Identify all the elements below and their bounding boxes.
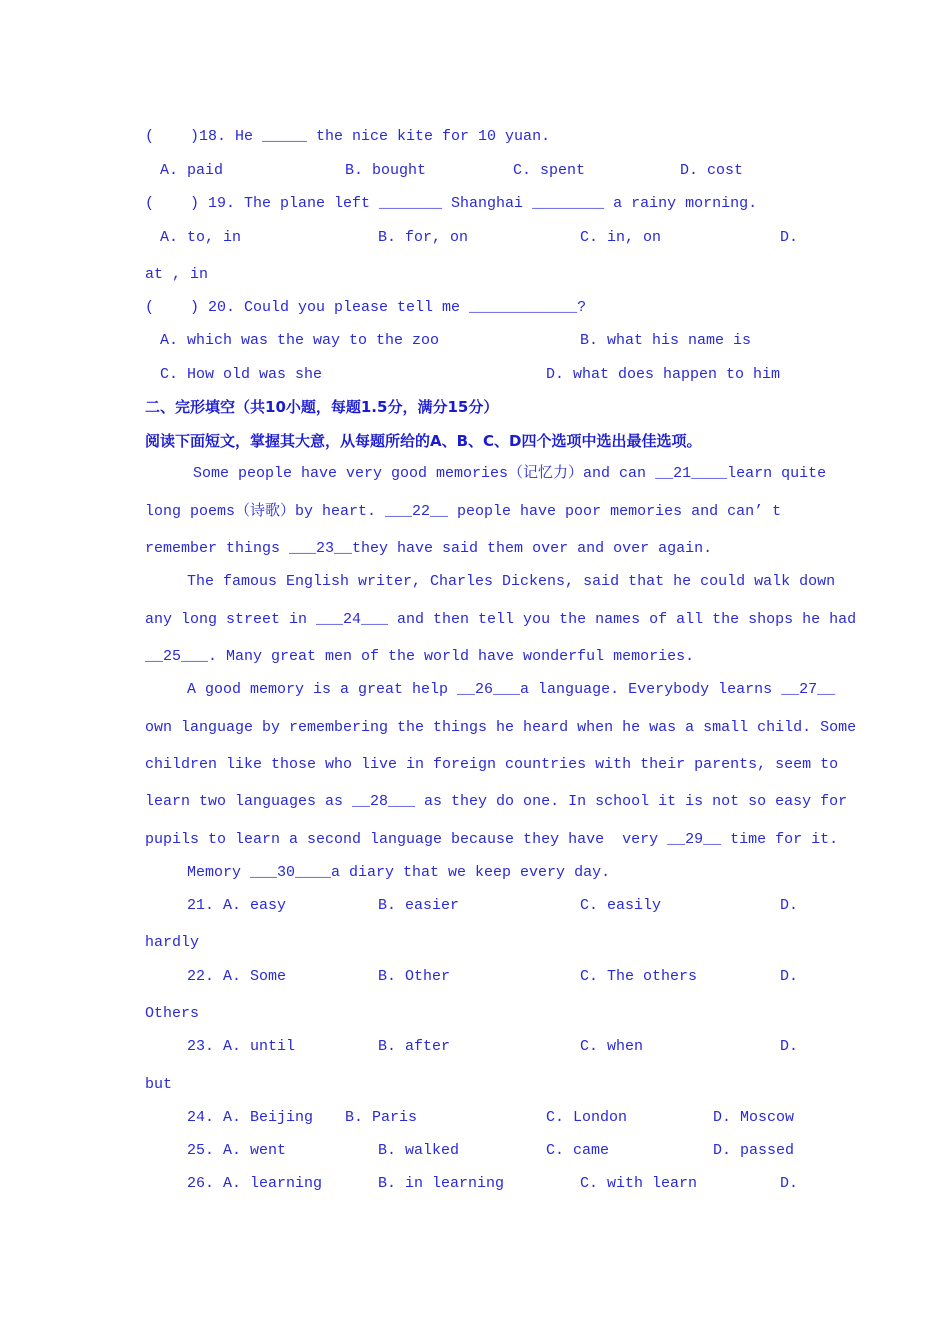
question-18-option-c: C. spent [513, 162, 586, 179]
question-18-option-d: D. cost [680, 162, 744, 179]
passage-line: children like those who live in foreign countries with their parents, seem to [145, 756, 839, 773]
question-23-option-d-text: but [145, 1076, 173, 1093]
question-18-option-a: A. paid [160, 162, 224, 179]
section-instruction: 阅读下面短文，掌握其大意，从每题所给的A、B、C、D四个选项中选出最佳选项。 [145, 432, 702, 450]
question-24-option-a: 24. A. Beijing [187, 1109, 314, 1126]
question-24-option-b: B. Paris [345, 1109, 418, 1126]
passage-line: long poems（诗歌）by heart. ___22__ people have poor memories and can’ t [145, 503, 782, 520]
question-25-option-d: D. passed [713, 1142, 795, 1159]
passage-line: Some people have very good memories（记忆力）and can __21____learn quite [193, 465, 827, 482]
question-26-option-b: B. in learning [378, 1175, 505, 1192]
question-22-option-d-text: Others [145, 1005, 200, 1022]
question-22-option-a: 22. A. Some [187, 968, 287, 985]
question-20-option-a: A. which was the way to the zoo [160, 332, 440, 349]
passage-line: pupils to learn a second language because they have very __29__ time for it. [145, 831, 839, 848]
question-23-option-c: C. when [580, 1038, 644, 1055]
question-19-option-d-text: at , in [145, 266, 209, 283]
passage-line: any long street in ___24___ and then tell you the names of all the shops he had [145, 611, 857, 628]
question-20-option-b: B. what his name is [580, 332, 752, 349]
question-19-option-b: B. for, on [378, 229, 469, 246]
question-21-option-c: C. easily [580, 897, 662, 914]
question-26-option-c: C. with learn [580, 1175, 698, 1192]
question-19-option-c: C. in, on [580, 229, 662, 246]
question-21-option-d: D. [780, 897, 799, 914]
passage-line: A good memory is a great help __26___a language. Everybody learns __27__ [187, 681, 836, 698]
question-19-stem: ( ) 19. The plane left _______ Shanghai ________ a rainy morning. [145, 195, 758, 212]
question-26-option-a: 26. A. learning [187, 1175, 323, 1192]
section-title: 二、完形填空（共10小题，每题1.5分，满分15分） [145, 398, 499, 416]
question-22-option-d: D. [780, 968, 799, 985]
question-25-option-c: C. came [546, 1142, 610, 1159]
question-23-option-d: D. [780, 1038, 799, 1055]
question-18-option-b: B. bought [345, 162, 427, 179]
question-20-option-c: C. How old was she [160, 366, 323, 383]
question-20-stem: ( ) 20. Could you please tell me ____________? [145, 299, 587, 316]
question-19-option-d: D. [780, 229, 799, 246]
question-21-option-b: B. easier [378, 897, 460, 914]
question-21-option-a: 21. A. easy [187, 897, 287, 914]
passage-line: The famous English writer, Charles Dickens, said that he could walk down [187, 573, 836, 590]
question-22-option-b: B. Other [378, 968, 451, 985]
question-19-option-a: A. to, in [160, 229, 242, 246]
passage-line: Memory ___30____a diary that we keep every day. [187, 864, 611, 881]
question-26-option-d: D. [780, 1175, 799, 1192]
question-22-option-c: C. The others [580, 968, 698, 985]
passage-line: remember things ___23__they have said them over and over again. [145, 540, 713, 557]
question-25-option-a: 25. A. went [187, 1142, 287, 1159]
question-23-option-a: 23. A. until [187, 1038, 296, 1055]
question-21-option-d-text: hardly [145, 934, 200, 951]
question-23-option-b: B. after [378, 1038, 451, 1055]
question-18-stem: ( )18. He _____ the nice kite for 10 yuan. [145, 128, 551, 145]
question-20-option-d: D. what does happen to him [546, 366, 781, 383]
passage-line: own language by remembering the things he heard when he was a small child. Some [145, 719, 857, 736]
question-24-option-c: C. London [546, 1109, 628, 1126]
passage-line: learn two languages as __28___ as they do one. In school it is not so easy for [145, 793, 848, 810]
question-25-option-b: B. walked [378, 1142, 460, 1159]
question-24-option-d: D. Moscow [713, 1109, 795, 1126]
passage-line: __25___. Many great men of the world have wonderful memories. [145, 648, 695, 665]
